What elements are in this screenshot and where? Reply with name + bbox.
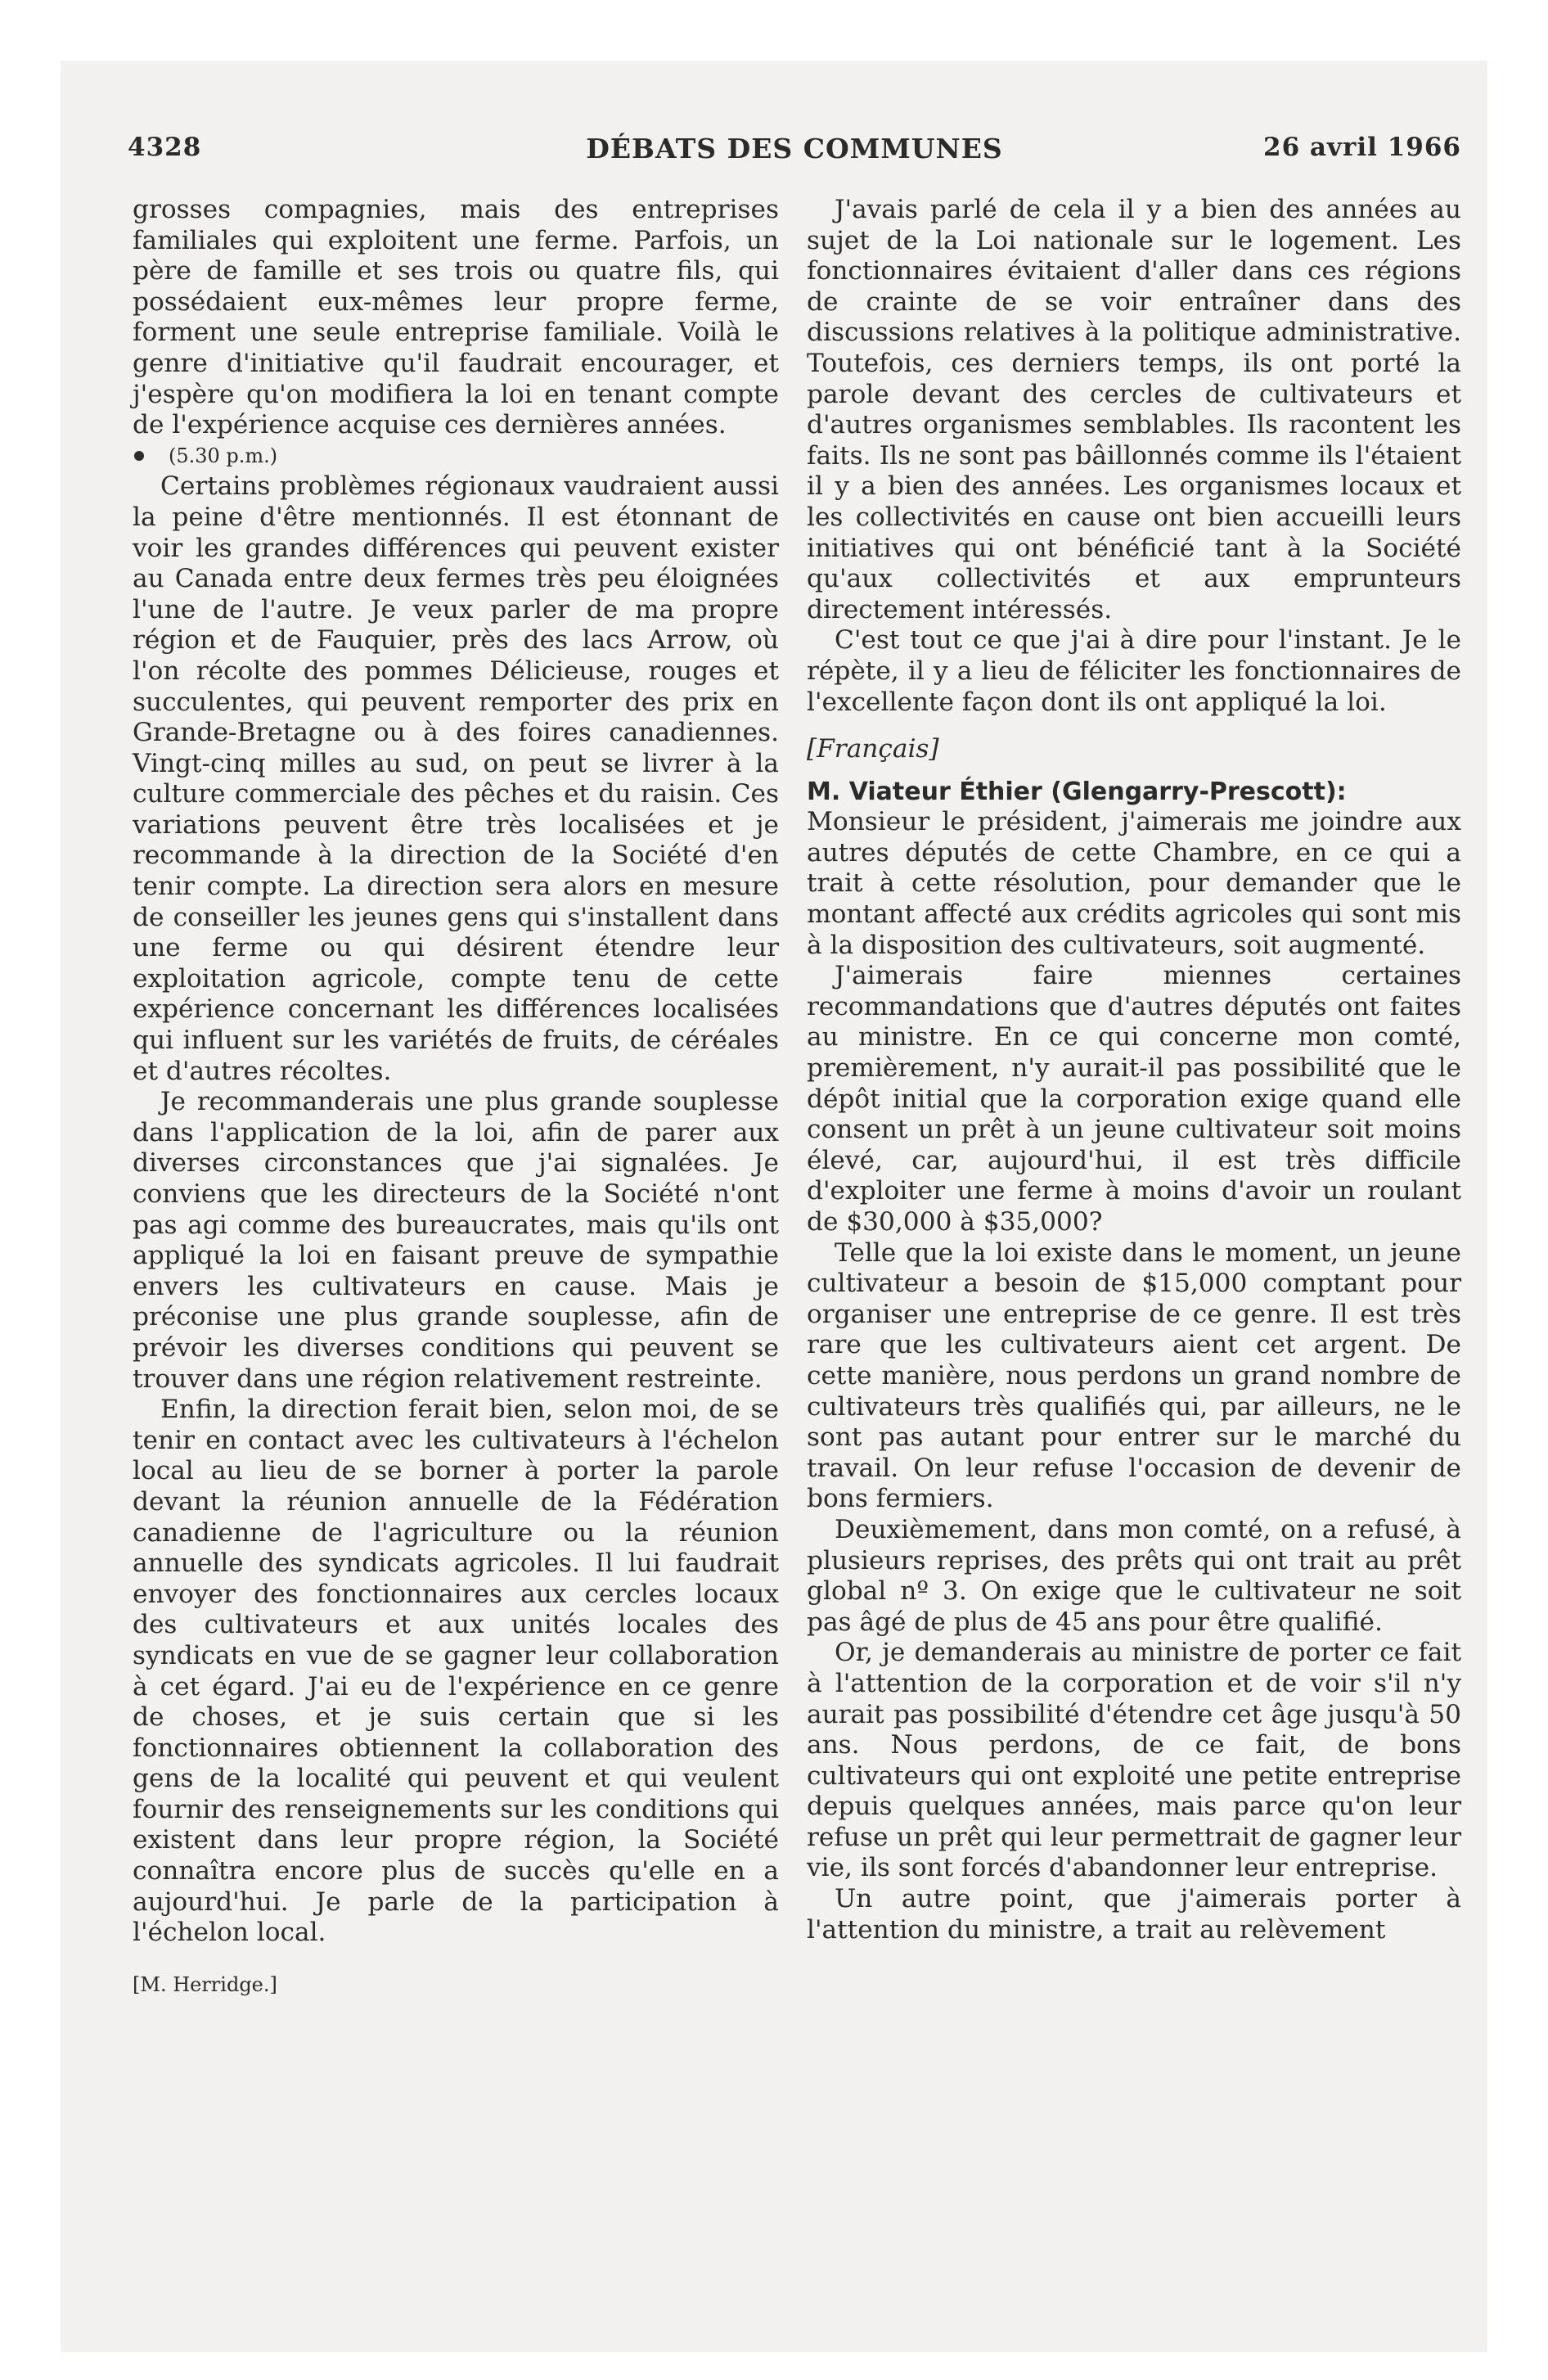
time-marker	[133, 441, 779, 472]
paragraph: Or, je demanderais au ministre de porter ce fait à l'attention de la corporation et de voir s'il n'y aurait pas possibilité d'étendre cet âge jusqu'à 50 ans. Nous perdons, de ce fait, de bons cultivateurs qui ont exploité une petite entreprise depuis quelques années, mais parce qu'on leur refuse un prêt qui leur permettrait de gagner leur vie, ils sont forcés d'abandonner leur entreprise.	[807, 1638, 1461, 1883]
paragraph: Monsieur le président, j'aimerais me joindre aux autres députés de cette Chambre, en ce qui a trait à cette résolution, pour demander que le montant affecté aux crédits agricoles qui sont mis à la disposition des cultivateurs, soit augmenté.	[807, 807, 1461, 960]
paragraph: grosses compagnies, mais des entreprises familiales qui exploitent une ferme. Parfois, un père de famille et ses trois ou quatre fils, qui possédaient eux-mêmes leur propre ferme, forment une seule entreprise familiale. Voilà le genre d'initiative qu'il faudrait encourager, et j'espère qu'on modifiera la loi en tenant compte de l'expérience acquise ces dernières années.	[133, 195, 779, 440]
paragraph: J'aimerais faire miennes certaines recommandations que d'autres députés ont faites au ministre. En ce qui concerne mon comté, premièrement, n'y aurait-il pas possibilité que le dépôt initial que la corporation exige quand elle consent un prêt à un jeune cultivateur soit moins élevé, car, aujourd'hui, il est très difficile d'exploiter une ferme à moins d'avoir un roulant de $30,000 à $35,000?	[807, 961, 1461, 1237]
speaker-name: M. Viateur Éthier (Glengarry-Prescott):	[807, 777, 1347, 806]
bullet-icon	[134, 451, 144, 461]
page-header	[128, 133, 1461, 174]
paragraph: C'est tout ce que j'ai à dire pour l'instant. Je le répète, il y a lieu de féliciter les fonctionnaires de l'excellente façon dont ils ont appliqué la loi.	[807, 625, 1461, 717]
speaker-intro	[807, 777, 1461, 808]
right-column	[807, 195, 1461, 1945]
paragraph: Enfin, la direction ferait bien, selon moi, de se tenir en contact avec les cultivateurs à l'échelon local au lieu de se borner à porter la parole devant la réunion annuelle de la Fédération canadienne de l'agriculture ou la réunion annuelle des syndicats agricoles. Il lui faudrait envoyer des fonctionnaires aux cercles locaux des cultivateurs et aux unités locales des syndicats en vue de se gagner leur collaboration à cet égard. J'ai eu de l'expérience en ce genre de choses, et je suis certain que si les fonctionnaires obtiennent la collaboration des gens de la localité qui peuvent et qui veulent fournir des renseignements sur les conditions qui existent dans leur propre région, la Société connaîtra encore plus de succès qu'elle en a aujourd'hui. Je parle de la participation à l'échelon local.	[133, 1395, 779, 1948]
language-marker: [Français]	[807, 734, 939, 764]
paragraph: J'avais parlé de cela il y a bien des années au sujet de la Loi nationale sur le logement. Les fonctionnaires évitaient d'aller dans ces régions de crainte de se voir entraîner dans des discussions relatives à la politique administrative. Toutefois, ces derniers temps, ils ont porté la parole devant des cercles de cultivateurs et d'autres organismes semblables. Ils racontent les faits. Ils ne sont pas bâillonnés comme ils l'étaient il y a bien des années. Les organismes locaux et les collectivités en cause ont bien accueilli leurs initiatives qui ont bénéficié tant à la Société qu'aux collectivités et aux emprunteurs directement intéressés.	[807, 195, 1461, 624]
left-column	[133, 195, 779, 2000]
paragraph: Certains problèmes régionaux vaudraient aussi la peine d'être mentionnés. Il est étonnant de voir les grandes différences qui peuvent exister au Canada entre deux fermes très peu éloignées l'une de l'autre. Je veux parler de ma propre région et de Fauquier, près des lacs Arrow, où l'on récolte des pommes Délicieuse, rouges et succulentes, qui peuvent remporter des prix en Grande-Bretagne ou à des foires canadiennes. Vingt-cinq milles au sud, on peut se livrer à la culture commerciale des pêches et du raisin. Ces variations peuvent être très localisées et je recommande à la direction de la Société d'en tenir compte. La direction sera alors en mesure de conseiller les jeunes gens qui s'installent dans une ferme ou qui désirent étendre leur exploitation agricole, compte tenu de cette expérience concernant les différences localisées qui influent sur les variétés de fruits, de céréales et d'autres récoltes.	[133, 471, 779, 1086]
paragraph: Je recommanderais une plus grande souplesse dans l'application de la loi, afin de parer aux diverses circonstances que j'ai signalées. Je conviens que les directeurs de la Société n'ont pas agi comme des bureaucrates, mais qu'ils ont appliqué la loi en faisant preuve de sympathie envers les cultivateurs en cause. Mais je préconise une plus grande souplesse, afin de prévoir les diverses conditions qui peuvent se trouver dans une région relativement restreinte.	[133, 1087, 779, 1394]
paragraph: Un autre point, que j'aimerais porter à l'attention du ministre, a trait au relèvement	[807, 1884, 1461, 1945]
page-date: 26 avril 1966	[1263, 133, 1461, 162]
speaker-signature: [M. Herridge.]	[133, 1972, 277, 1996]
paragraph: Deuxièmement, dans mon comté, on a refusé, à plusieurs reprises, des prêts qui ont trait au prêt global nº 3. On exige que le cultivateur ne soit pas âgé de plus de 45 ans pour être qualifié.	[807, 1514, 1461, 1637]
page-title: DÉBATS DES COMMUNES	[586, 133, 1003, 165]
time-text: (5.30 p.m.)	[169, 444, 278, 467]
paragraph: Telle que la loi existe dans le moment, un jeune cultivateur a besoin de $15,000 comptant pour organiser une entreprise de ce genre. Il est très rare que les cultivateurs aient cet argent. De cette manière, nous perdons un grand nombre de cultivateurs très qualifiés qui, par ailleurs, ne le sont pas autant pour entrer sur le marché du travail. On leur refuse l'occasion de devenir de bons fermiers.	[807, 1237, 1461, 1514]
page-number: 4328	[128, 133, 202, 162]
